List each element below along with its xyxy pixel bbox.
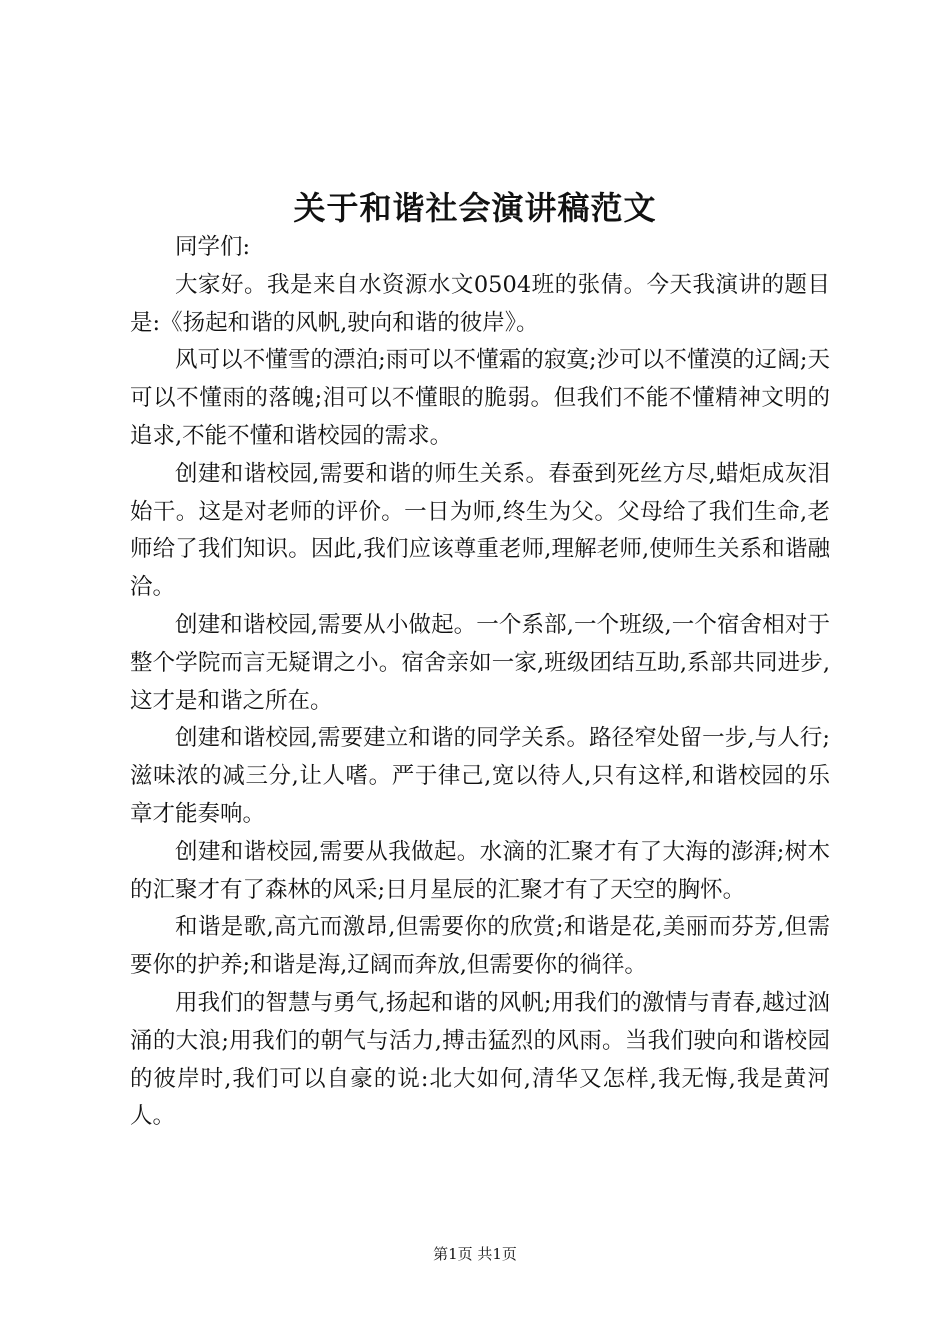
paragraph: 创建和谐校园,需要从小做起。一个系部,一个班级,一个宿舍相对于整个学院而言无疑谓之小。宿舍亲如一家,班级团结互助,系部共同进步,这才是和谐之所在。	[130, 611, 830, 714]
paragraph: 创建和谐校园,需要和谐的师生关系。春蚕到死丝方尽,蜡炬成灰泪始干。这是对老师的评价。一日为师,终生为父。父母给了我们生命,老师给了我们知识。因此,我们应该尊重老师,理解老师,使师生关系和谐融洽。	[130, 460, 830, 601]
paragraph: 大家好。我是来自水资源水文0504班的张倩。今天我演讲的题目是:《扬起和谐的风帆,驶向和谐的彼岸》。	[130, 271, 830, 336]
page-footer: 第1页 共1页	[433, 1245, 517, 1263]
paragraph-greeting: 同学们:	[175, 234, 251, 260]
document-body	[130, 229, 830, 1136]
paragraph: 创建和谐校园,需要从我做起。水滴的汇聚才有了大海的澎湃;树木的汇聚才有了森林的风采;日月星辰的汇聚才有了天空的胸怀。	[130, 838, 830, 903]
paragraph: 风可以不懂雪的漂泊;雨可以不懂霜的寂寞;沙可以不懂漠的辽阔;天可以不懂雨的落魄;泪可以不懂眼的脆弱。但我们不能不懂精神文明的追求,不能不懂和谐校园的需求。	[130, 347, 830, 449]
document-title: 关于和谐社会演讲稿范文	[293, 189, 657, 227]
paragraph: 和谐是歌,高亢而激昂,但需要你的欣赏;和谐是花,美丽而芬芳,但需要你的护养;和谐是海,辽阔而奔放,但需要你的徜徉。	[130, 914, 830, 979]
paragraph: 创建和谐校园,需要建立和谐的同学关系。路径窄处留一步,与人行;滋味浓的减三分,让人嗜。严于律己,宽以待人,只有这样,和谐校园的乐章才能奏响。	[130, 725, 830, 827]
paragraph: 用我们的智慧与勇气,扬起和谐的风帆;用我们的激情与青春,越过汹涌的大浪;用我们的朝气与活力,搏击猛烈的风雨。当我们驶向和谐校园的彼岸时,我们可以自豪的说:北大如何,清华又怎样,我无悔,我是黄河人。	[130, 989, 830, 1130]
